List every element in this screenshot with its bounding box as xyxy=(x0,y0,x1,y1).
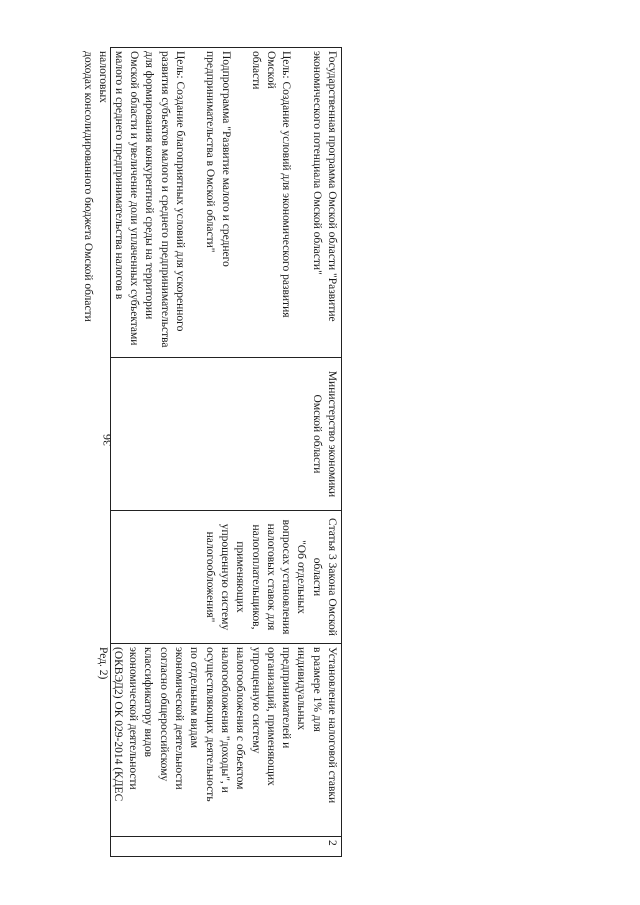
law-line: упрощенную систему xyxy=(218,523,231,631)
subgoal-line: малого и среднего предпринимательства налогов в налоговых xyxy=(97,51,125,300)
measure-line: экономической деятельности xyxy=(173,647,186,790)
subgoal-line: Омской области и увеличение доли уплаченных субъектами xyxy=(128,51,141,346)
law-line: налогоплательщиков, xyxy=(249,524,262,630)
program-goal-line: Цель: Создание условий для экономического развития Омской xyxy=(265,51,293,318)
subgoal-line: Цель: Создание благоприятных условий для ускоренного xyxy=(173,51,186,332)
measure-line: в размере 1% для xyxy=(310,647,323,732)
measure-line: налогообложения с объектом xyxy=(234,647,247,790)
law-line: применяющих xyxy=(234,541,247,613)
cell-program xyxy=(82,48,341,357)
law-line: Статья 3 Закона Омской xyxy=(326,518,338,636)
program-goal-line: области xyxy=(249,51,262,90)
cell-ministry xyxy=(111,357,341,510)
ministry-line: Омской области xyxy=(310,394,323,474)
measure-line: Установление налоговой ставки xyxy=(326,647,338,804)
measure-line: (ОКВЭД2) ОК 029-2014 (КДЕС xyxy=(111,647,124,802)
cell-measure xyxy=(96,643,341,836)
cell-law xyxy=(111,510,341,643)
ministry-line: Министерство экономики xyxy=(326,370,338,498)
law-line: налогообложения" xyxy=(203,531,216,623)
measure-line: Ред. 2) xyxy=(96,647,109,680)
subprogram-line: Подпрограмма "Развитие малого и среднего xyxy=(219,51,232,267)
measure-line: по отдельным видам xyxy=(188,647,201,749)
program-title-line: экономического потенциала Омской области" xyxy=(310,51,323,275)
measure-line: экономической деятельности xyxy=(127,647,140,790)
law-line: области xyxy=(310,557,323,597)
cell-row-number: 2 xyxy=(111,836,341,856)
measure-line: индивидуальных xyxy=(295,647,308,731)
subgoal-line: развития субъектов малого и среднего предпринимательства xyxy=(158,51,171,348)
subgoal-line: доходах консолидированного бюджета Омской области xyxy=(82,51,95,322)
measure-line: предпринимателей и xyxy=(280,647,293,749)
measure-line: налогообложения "доходы", и xyxy=(218,647,231,793)
program-title-line: Государственная программа Омской области "Развитие xyxy=(326,51,338,322)
measure-line: согласно общероссийскому xyxy=(157,647,170,782)
subgoal-line: для формирования конкурентной среды на территории xyxy=(143,51,156,320)
measure-line: осуществляющих деятельность xyxy=(203,647,216,802)
measure-line: классификатору видов xyxy=(142,647,155,758)
law-line: "Об отдельных xyxy=(295,540,308,614)
measure-line: упрощенную систему xyxy=(249,647,262,754)
law-line: вопросах установления xyxy=(280,519,293,635)
measure-line: организаций, применяющих xyxy=(264,647,277,786)
subprogram-line: предпринимательства в Омской области" xyxy=(204,51,217,253)
page-number: 36 xyxy=(100,434,114,446)
law-line: налоговых ставок для xyxy=(264,523,277,631)
